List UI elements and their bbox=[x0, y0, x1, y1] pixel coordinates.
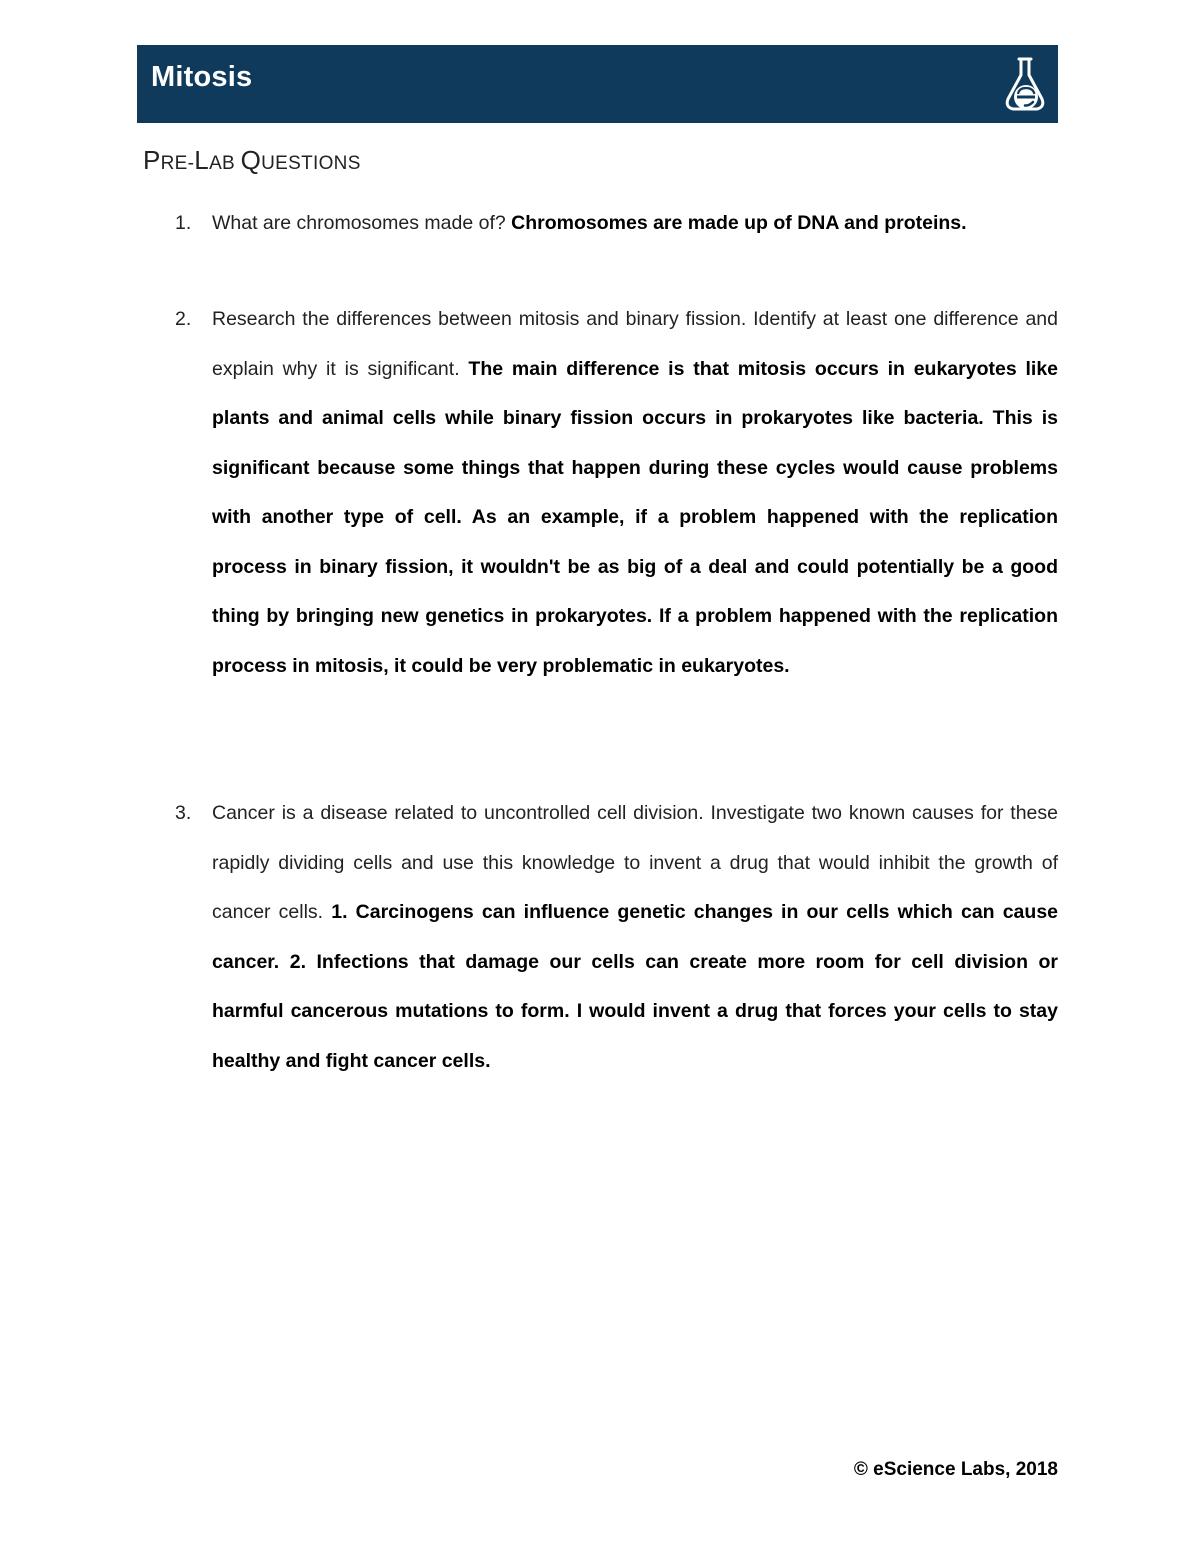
copyright-footer: © eScience Labs, 2018 bbox=[853, 1459, 1058, 1480]
question-answer: Chromosomes are made up of DNA and proteins. bbox=[511, 212, 967, 234]
heading-part: L bbox=[194, 145, 210, 175]
question-text bbox=[212, 295, 1058, 691]
heading-part: - bbox=[187, 153, 195, 174]
question-number: 2. bbox=[175, 308, 192, 330]
question-text bbox=[212, 199, 1058, 249]
flask-e-logo-icon bbox=[1000, 53, 1050, 115]
question-number: 3. bbox=[175, 802, 192, 824]
section-heading bbox=[143, 145, 361, 176]
page-title: Mitosis bbox=[151, 61, 253, 93]
heading-part: Q bbox=[240, 145, 262, 175]
header-bar bbox=[137, 45, 1058, 123]
heading-part: AB bbox=[209, 153, 236, 174]
question-answer: The main difference is that mitosis occurs in eukaryotes like plants and animal cells while binary fission occurs in prokaryotes like bacteria. This is significant because some things that happen during these cycles would cause problems with another type of cell. As an example, if a problem happened with the replication process in binary fission, it wouldn't be as big of a deal and could potentially be a good thing by bringing new genetics in prokaryotes. If a problem happened with the replication process in mitosis, it could be very problematic in eukaryotes. bbox=[212, 357, 1059, 677]
question-answer: 1. Carcinogens can influence genetic changes in our cells which can cause cancer. 2. Infections that damage our cells can create more room for cell division or harmful cancerous mutations to form. I would invent a drug that forces your cells to stay healthy and fight cancer cells. bbox=[212, 901, 1059, 1072]
heading-part: P bbox=[143, 145, 161, 175]
heading-part: RE bbox=[160, 153, 188, 174]
question-prompt: Research the differences between mitosis and binary fission. Identify at least one difference and explain why it is significant. bbox=[212, 308, 1058, 380]
question-text bbox=[212, 789, 1058, 1086]
question-number: 1. bbox=[175, 212, 192, 234]
heading-part: UESTIONS bbox=[261, 153, 361, 174]
question-prompt: What are chromosomes made of? bbox=[212, 212, 512, 234]
question-prompt: Cancer is a disease related to uncontrolled cell division. Investigate two known causes for these rapidly dividing cells and use this knowledge to invent a drug that would inhibit the growth of cancer cells. bbox=[212, 802, 1058, 923]
